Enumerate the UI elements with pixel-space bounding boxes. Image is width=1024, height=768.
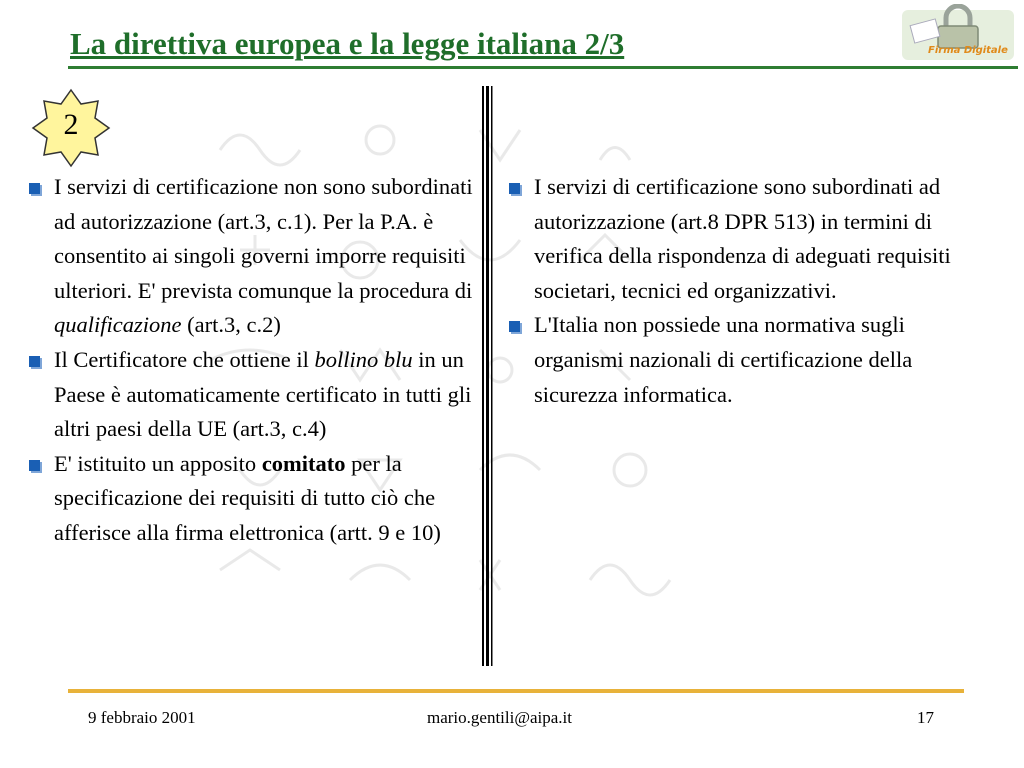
footer-rule xyxy=(68,689,964,693)
list-item: Il Certificatore che ottiene il bollino blu in un Paese è automaticamente certificato in tutti gli altri paesi della UE (art.3, c.4) xyxy=(26,343,476,447)
footer-email: mario.gentili@aipa.it xyxy=(427,708,573,727)
bullet-square-icon xyxy=(509,321,520,332)
title-underline xyxy=(68,66,1018,69)
list-item: E' istituito un apposito comitato per la specificazione dei requisiti di tutto ciò che afferisce alla firma elettronica (artt. 9 e 10) xyxy=(26,447,476,551)
bullet-square-icon xyxy=(29,356,40,367)
list-item: I servizi di certificazione sono subordinati ad autorizzazione (art.8 DPR 513) in termini di verifica della rispondenza di adeguati requisiti societari, tecnici ed organizzativi. xyxy=(506,170,956,308)
logo-text: Firma Digitale xyxy=(928,45,1008,56)
page-number: 17 xyxy=(917,708,934,727)
bullet-square-icon xyxy=(29,460,40,471)
bullet-square-icon xyxy=(509,183,520,194)
list-item: I servizi di certificazione non sono subordinati ad autorizzazione (art.3, c.1). Per la P.A. è consentito ai singoli governi imporre requisiti ulteriori. E' prevista comunque la procedura di qualificazione (art.3, c.2) xyxy=(26,170,476,343)
column-divider xyxy=(481,86,493,666)
right-column xyxy=(506,170,956,412)
page-title: La direttiva europea e la legge italiana 2/3 xyxy=(70,26,625,61)
footer-date: 9 febbraio 2001 xyxy=(88,708,196,727)
badge-number: 2 xyxy=(63,108,79,141)
bullet-square-icon xyxy=(29,183,40,194)
left-column xyxy=(26,170,476,551)
list-item: L'Italia non possiede una normativa sugli organismi nazionali di certificazione della sicurezza informatica. xyxy=(506,308,956,412)
